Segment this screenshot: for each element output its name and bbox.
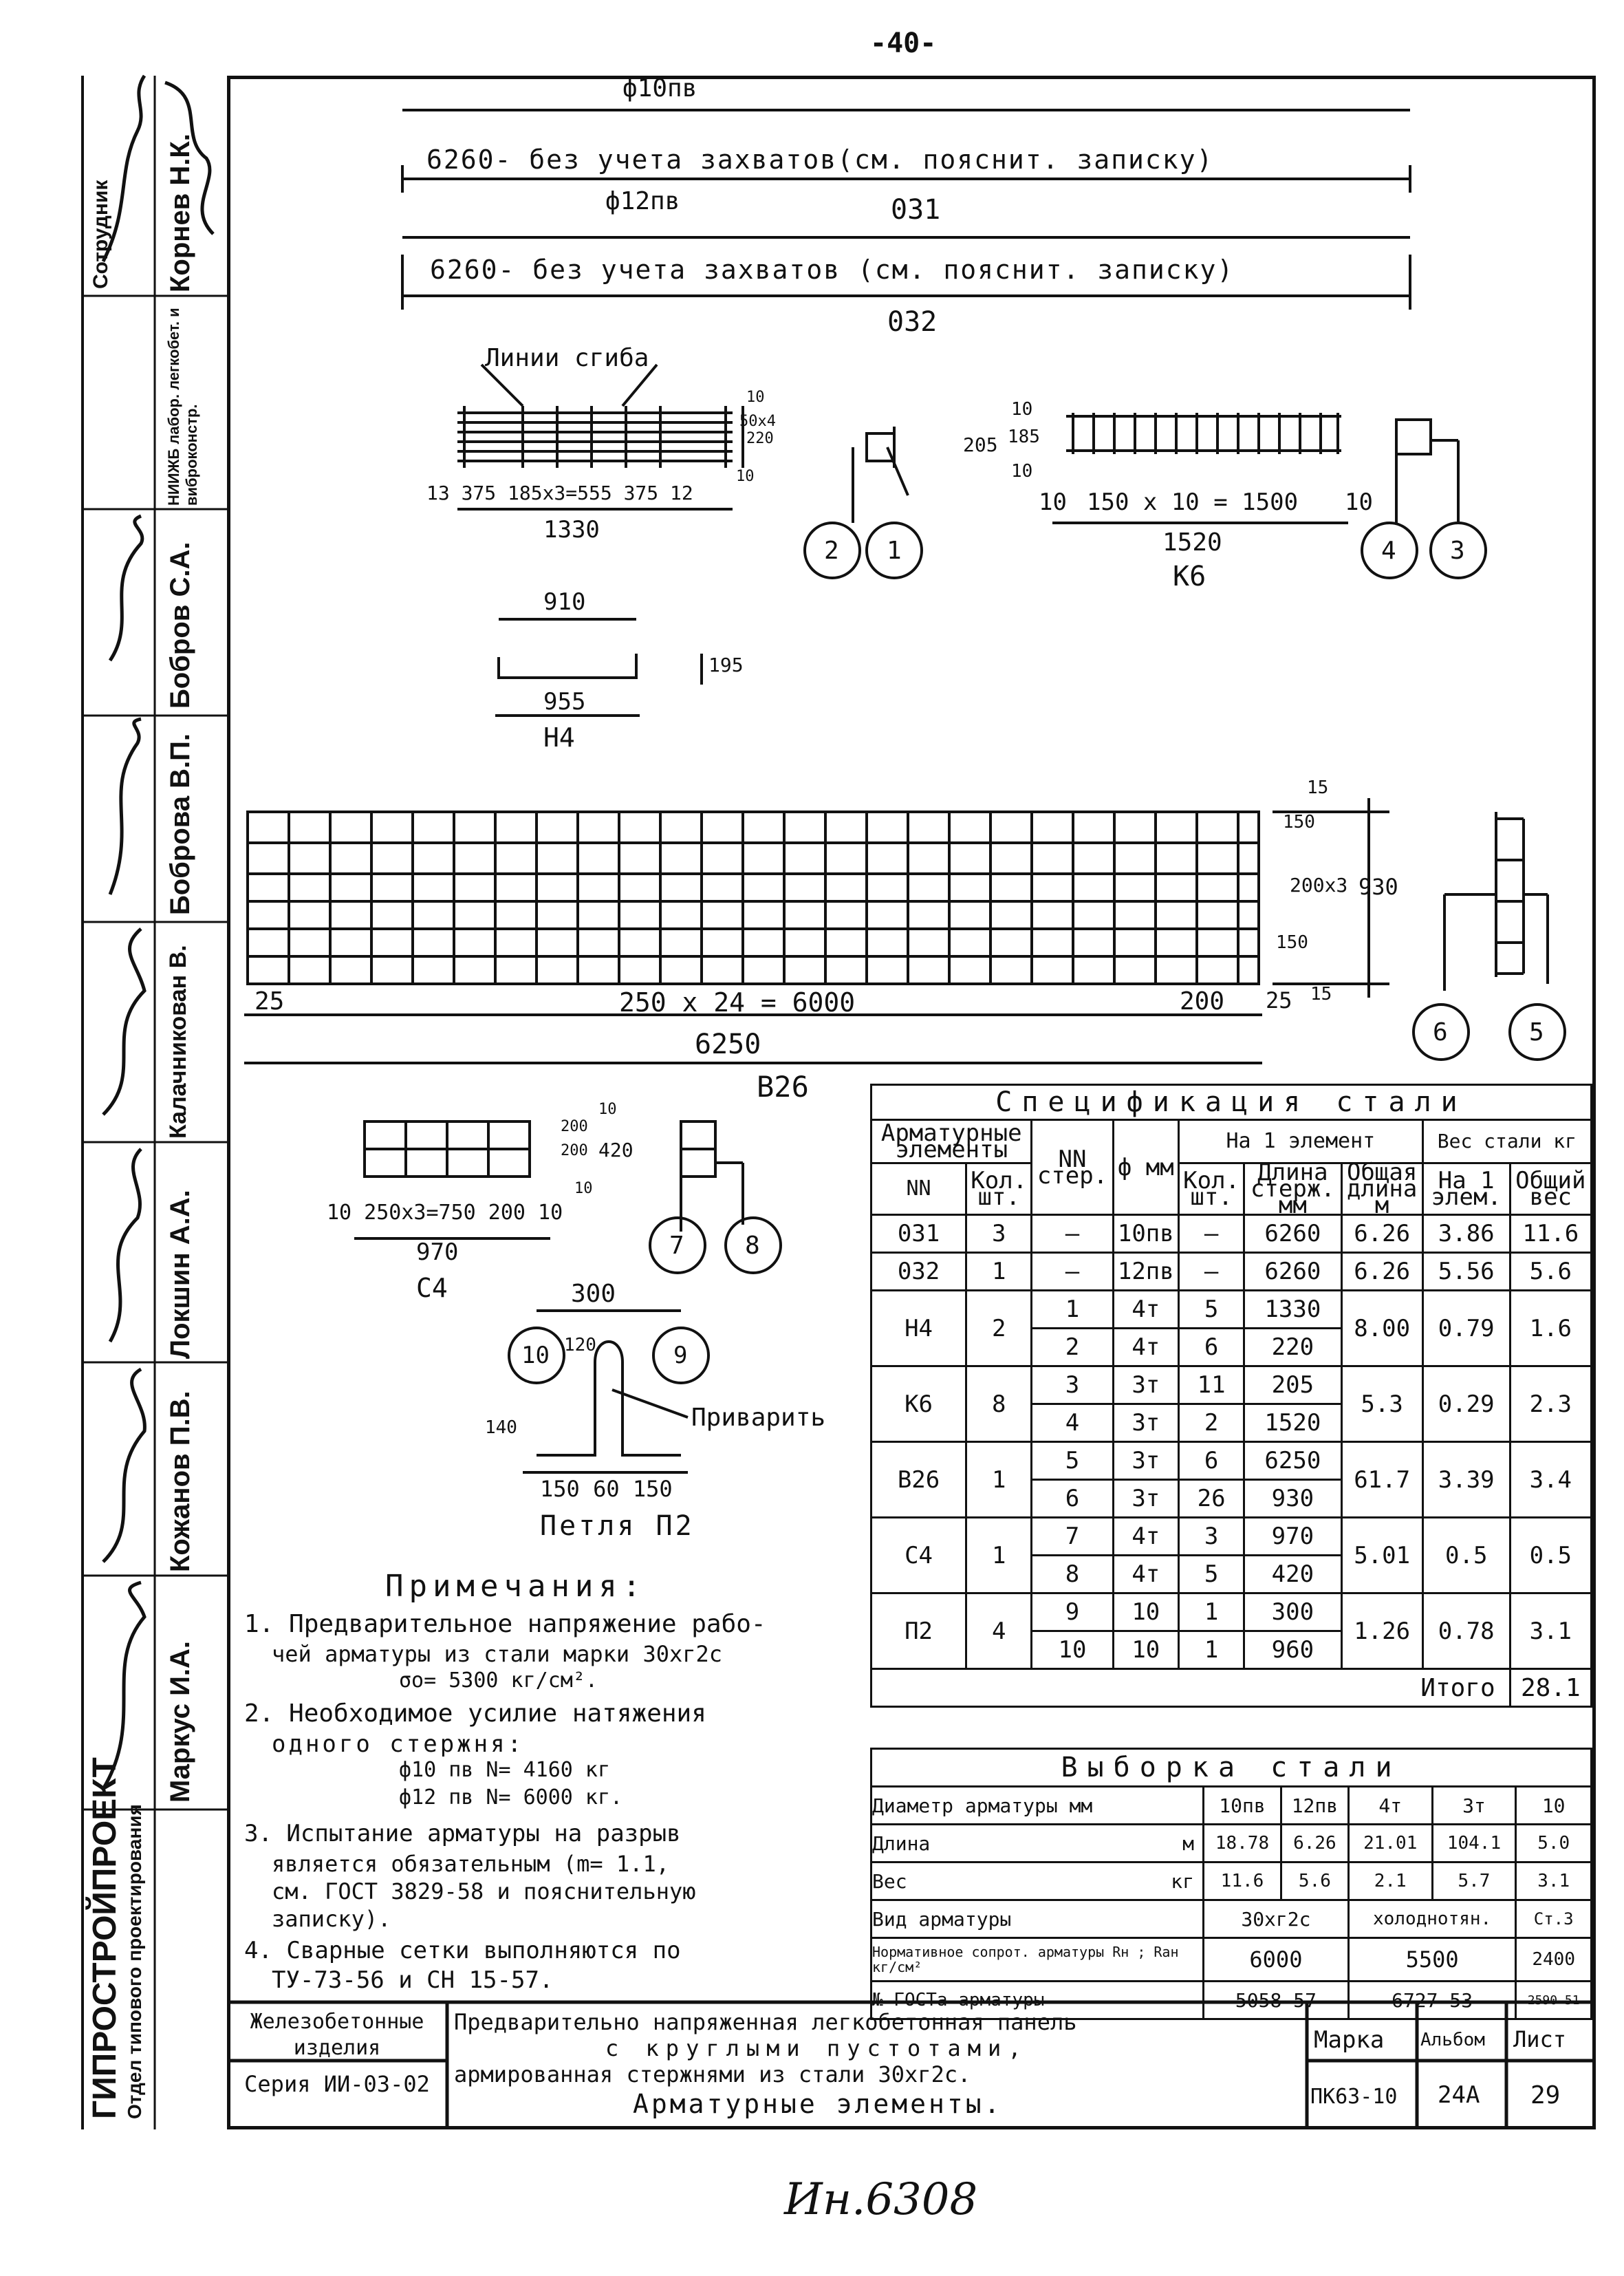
vyborka-r2-c4: 5.0 [1516, 1825, 1592, 1862]
spec-cell-tl: 61.7 [1341, 1442, 1422, 1518]
c4-dim-200: 200 [561, 1118, 588, 1135]
vyborka-r4-b: холоднотян. [1348, 1900, 1516, 1938]
spec-cell-qty: 1 [966, 1253, 1032, 1291]
spec-cell-qty: 1 [966, 1442, 1032, 1518]
b26-dim-left: 25 [255, 987, 285, 1016]
h4-dim-195: 195 [708, 654, 744, 676]
k6-dim-left: 10 [1039, 489, 1067, 516]
spec-cell-nn: 4 [1032, 1404, 1113, 1442]
spec-cell-q: 6 [1178, 1329, 1244, 1366]
spec-cell-q: 1 [1178, 1631, 1244, 1669]
note-4a: 4. Сварные сетки выполняются по [244, 1937, 681, 1964]
vyborka-r1-c0: 10пв [1204, 1787, 1281, 1825]
k6-dim-205: 205 [963, 433, 998, 456]
b26-dim-15a: 15 [1307, 777, 1329, 798]
spec-h-weight: Вес стали кг [1422, 1120, 1591, 1163]
spec-cell-q: — [1178, 1253, 1244, 1291]
spec-h-qty2: Кол. шт. [1178, 1163, 1244, 1215]
b26-circle-6: 6 [1433, 1018, 1448, 1046]
stamp-name-kalachnikova: Калачникован В. [165, 945, 191, 1139]
b26-mark: В26 [757, 1070, 809, 1104]
vyborka-r6-a: 5058-57 [1204, 1982, 1349, 2019]
note-3d: записку). [272, 1906, 391, 1932]
vyborka-r2-cell [871, 1825, 1204, 1862]
vyborka-r5-label: Нормативное сопрот. арматуры Rн ; Rан кг/см² [871, 1938, 1204, 1982]
spec-body [871, 1215, 1592, 1669]
h4-mark: Н4 [543, 722, 575, 753]
bar-031-diameter: ф10пв [622, 74, 697, 103]
note-3a: 3. Испытание арматуры на разрыв [244, 1820, 681, 1847]
spec-cell-dia: 4т [1113, 1518, 1178, 1556]
notes-heading: Примечания: [385, 1569, 647, 1604]
spec-cell-w1: 0.79 [1422, 1291, 1510, 1366]
spec-cell-el: Н4 [871, 1291, 966, 1366]
c4-circle-7: 7 [669, 1232, 684, 1260]
spec-cell-w1: 3.39 [1422, 1442, 1510, 1518]
vyborka-r1-c4: 10 [1516, 1787, 1592, 1825]
vyborka-r5-c: 2400 [1516, 1938, 1592, 1982]
h4-bend-label: Линии сгиба [485, 344, 649, 372]
stamp-name-markus: Маркус И.А. [165, 1641, 195, 1803]
stamp-org-main: ГИПРОСТРОЙПРОЕКТ [87, 1757, 123, 2119]
c4-dim-10b: 10 [574, 1180, 593, 1197]
spec-cell-nn: 10 [1032, 1631, 1113, 1669]
c4-dim-total: 970 [416, 1238, 459, 1266]
spec-cell-q: 5 [1178, 1556, 1244, 1593]
spec-cell-el: С4 [871, 1518, 966, 1593]
vyborka-r4-label: Вид арматуры [871, 1900, 1204, 1938]
b26-dim-200x3: 200х3 [1290, 874, 1348, 897]
k6-dim-10: 10 [1011, 399, 1033, 420]
tb-album-header: Альбом [1420, 2030, 1485, 2050]
table-row [871, 1253, 1592, 1291]
note-2d: ф12 пв N= 6000 кг. [399, 1785, 623, 1810]
loop-circle-9: 9 [673, 1342, 688, 1369]
vyborka-r2-label: Длина [872, 1832, 931, 1855]
tb-marka-header: Марка [1314, 2026, 1385, 2054]
spec-cell-len: 300 [1244, 1593, 1341, 1631]
table-row [871, 1442, 1592, 1480]
spec-cell-w1: 0.78 [1422, 1593, 1510, 1669]
h4-dim-v4: 10 [736, 468, 755, 485]
stamp-niizhb: НИИЖБ лабор. легкобет. и виброконстр. [165, 308, 200, 506]
vyborka-r1-c3: 3т [1432, 1787, 1516, 1825]
h4-circle-2: 2 [824, 537, 839, 565]
page-number: -40- [870, 28, 937, 59]
vyborka-r2-c1: 6.26 [1281, 1825, 1348, 1862]
b26-dim-930: 930 [1358, 874, 1398, 900]
note-1a: 1. Предварительное напряжение рабо- [244, 1610, 766, 1638]
bottom-handwriting: Ин.6308 [784, 2174, 978, 2225]
h4-dim-v1: 10 [746, 389, 765, 406]
spec-cell-tl: 6.26 [1341, 1215, 1422, 1253]
spec-h-per-el: На 1 элемент [1178, 1120, 1422, 1163]
stamp-org-dept: Отдел типового проектирования [124, 1804, 145, 2119]
spec-title: Спецификация стали [871, 1085, 1592, 1120]
spec-cell-nn: — [1032, 1215, 1113, 1253]
b26-dim-200: 200 [1180, 987, 1225, 1016]
b26-dim-15b: 15 [1310, 984, 1332, 1005]
tb-left2: Серия ИИ-03-02 [244, 2071, 430, 2097]
vyborka-r3-c2: 2.1 [1348, 1862, 1432, 1900]
loop-dim-bottom: 150 60 150 [540, 1476, 673, 1502]
spec-cell-len: 970 [1244, 1518, 1341, 1556]
spec-cell-el: 032 [871, 1253, 966, 1291]
spec-cell-qty: 2 [966, 1291, 1032, 1366]
k6-circle-3: 3 [1450, 537, 1465, 565]
spec-cell-qty: 8 [966, 1366, 1032, 1442]
k6-circle-4: 4 [1381, 537, 1396, 565]
vyborka-r3-c3: 5.7 [1432, 1862, 1516, 1900]
note-1b: чей арматуры из стали марки 30хг2с [272, 1641, 723, 1667]
spec-cell-dia: 3т [1113, 1404, 1178, 1442]
vyborka-r4-a: 30хг2с [1204, 1900, 1349, 1938]
spec-cell-dia: 10 [1113, 1631, 1178, 1669]
note-4b: ТУ-73-56 и СН 15-57. [272, 1966, 554, 1994]
bar-032-text: 6260- без учета захватов (см. пояснит. записку) [430, 255, 1235, 285]
spec-cell-q: 11 [1178, 1366, 1244, 1404]
bar-032-diameter: ф12пв [605, 187, 680, 215]
h4-dim-detail: 13 375 185х3=555 375 12 [426, 482, 693, 504]
tb-left1: Железобетонные изделия [250, 2010, 424, 2060]
bar-031-mark: 031 [891, 194, 941, 226]
spec-cell-dia: 4т [1113, 1291, 1178, 1329]
spec-cell-wt: 3.1 [1510, 1593, 1591, 1669]
spec-cell-qty: 1 [966, 1518, 1032, 1593]
spec-cell-wt: 2.3 [1510, 1366, 1591, 1442]
c4-mesh [365, 1121, 530, 1177]
spec-table [870, 1084, 1592, 1708]
h4-dim-910: 910 [543, 588, 586, 616]
spec-cell-wt: 1.6 [1510, 1291, 1591, 1366]
spec-cell-tl: 8.00 [1341, 1291, 1422, 1366]
table-row [871, 1215, 1592, 1253]
h4-dim-955: 955 [543, 688, 586, 716]
spec-total-label: Итого [871, 1669, 1511, 1707]
spec-cell-dia: 3т [1113, 1366, 1178, 1404]
spec-cell-len: 6250 [1244, 1442, 1341, 1480]
loop-circle-10: 10 [521, 1342, 550, 1369]
spec-h-qty: Кол. шт. [966, 1163, 1032, 1215]
k6-dim-right: 10 [1345, 489, 1373, 516]
spec-cell-el: 031 [871, 1215, 966, 1253]
note-2b: одного стержня: [272, 1730, 525, 1758]
spec-h-nn-col: NN стер. [1032, 1120, 1113, 1215]
spec-cell-w1: 0.29 [1422, 1366, 1510, 1442]
spec-cell-len: 205 [1244, 1366, 1341, 1404]
table-row [871, 1291, 1592, 1329]
spec-cell-w1: 0.5 [1422, 1518, 1510, 1593]
spec-cell-el: К6 [871, 1366, 966, 1442]
spec-cell-nn: 1 [1032, 1291, 1113, 1329]
spec-cell-len: 6260 [1244, 1215, 1341, 1253]
note-1c: σо= 5300 кг/см². [399, 1668, 598, 1693]
b26-mesh [248, 812, 1259, 984]
stamp-role: Сотрудник [89, 180, 112, 289]
spec-cell-wt: 5.6 [1510, 1253, 1591, 1291]
spec-cell-nn: — [1032, 1253, 1113, 1291]
b26-dim-150b: 150 [1276, 932, 1308, 953]
tb-center3: армированная стержнями из стали 30хг2с. [454, 2061, 971, 2087]
h4-dim-v3: 220 [746, 430, 774, 447]
spec-cell-tl: 1.26 [1341, 1593, 1422, 1669]
vyborka-r2-unit: м [1182, 1832, 1194, 1855]
table-row [871, 1366, 1592, 1404]
tb-center1: Предварительно напряженная легкобетонная панель [454, 2009, 1077, 2035]
note-2a: 2. Необходимое усилие натяжения [244, 1699, 706, 1728]
spec-cell-len: 220 [1244, 1329, 1341, 1366]
spec-cell-w1: 3.86 [1422, 1215, 1510, 1253]
vyborka-r2-c0: 18.78 [1204, 1825, 1281, 1862]
stamp-name-kornev: Корнев Н.К. [165, 133, 195, 292]
c4-circle-8: 8 [745, 1232, 760, 1260]
vyborka-r3-label: Вес [872, 1869, 907, 1893]
k6-mark: К6 [1173, 561, 1206, 592]
vyborka-r6-label: № ГОСТа арматуры [871, 1982, 1204, 2019]
spec-cell-el: П2 [871, 1593, 966, 1669]
vyborka-r6-b: 6727-53 [1348, 1982, 1516, 2019]
vyborka-r3-c4: 3.1 [1516, 1862, 1592, 1900]
spec-cell-qty: 3 [966, 1215, 1032, 1253]
spec-cell-nn: 7 [1032, 1518, 1113, 1556]
vyborka-r3-cell [871, 1862, 1204, 1900]
spec-cell-q: 1 [1178, 1593, 1244, 1631]
spec-cell-nn: 8 [1032, 1556, 1113, 1593]
k6-dim-total: 1520 [1162, 528, 1222, 557]
note-3b: является обязательным (m= 1.1, [272, 1851, 669, 1877]
tb-list: 29 [1530, 2081, 1561, 2109]
vyborka-r3-c0: 11.6 [1204, 1862, 1281, 1900]
spec-h-total-len: Общая длина м [1341, 1163, 1422, 1215]
spec-cell-tl: 5.01 [1341, 1518, 1422, 1593]
h4-dim-v2: 50х4 [739, 413, 776, 430]
vyborka-title: Выборка стали [871, 1749, 1592, 1787]
b26-dim-25: 25 [1266, 987, 1292, 1013]
loop-dim-120: 120 [564, 1335, 596, 1355]
vyborka-r3-c1: 5.6 [1281, 1862, 1348, 1900]
b26-dim-mid: 250 х 24 = 6000 [619, 987, 856, 1018]
b26-dim-150a: 150 [1283, 812, 1315, 833]
bar-031-text: 6260- без учета захватов(см. пояснит. записку) [426, 144, 1214, 175]
spec-cell-q: 26 [1178, 1480, 1244, 1518]
tb-center4: Арматурные элементы. [633, 2089, 1003, 2119]
spec-cell-dia: 3т [1113, 1442, 1178, 1480]
vyborka-r1-label: Диаметр арматуры мм [871, 1787, 1204, 1825]
b26-circle-5: 5 [1529, 1018, 1544, 1046]
spec-cell-tl: 5.3 [1341, 1366, 1422, 1442]
tb-marka: ПК63-10 [1310, 2085, 1398, 2109]
spec-cell-wt: 11.6 [1510, 1215, 1591, 1253]
spec-cell-nn: 2 [1032, 1329, 1113, 1366]
loop-dim-140: 140 [485, 1417, 517, 1438]
c4-dim-10: 10 [598, 1101, 617, 1118]
c4-dim-line: 10 250х3=750 200 10 [327, 1201, 563, 1225]
loop-weld-label: Приварить [691, 1404, 826, 1432]
spec-cell-dia: 4т [1113, 1556, 1178, 1593]
k6-dim-10b: 10 [1011, 461, 1033, 482]
stamp-name-lokshin: Локшин А.А. [165, 1190, 195, 1359]
bar-032-mark: 032 [887, 306, 938, 338]
vyborka-r2-c2: 21.01 [1348, 1825, 1432, 1862]
note-3c: см. ГОСТ 3829-58 и пояснительную [272, 1878, 696, 1904]
vyborka-r5-b: 5500 [1348, 1938, 1516, 1982]
vyborka-r5-a: 6000 [1204, 1938, 1349, 1982]
spec-cell-len: 6260 [1244, 1253, 1341, 1291]
note-2c: ф10 пв N= 4160 кг [399, 1758, 611, 1782]
loop-dim-300: 300 [571, 1280, 616, 1308]
c4-dim-420: 420 [598, 1139, 634, 1161]
c4-mark: С4 [416, 1273, 448, 1303]
b26-dim-total: 6250 [695, 1029, 761, 1060]
k6-dim-185: 185 [1008, 427, 1040, 447]
spec-cell-dia: 10пв [1113, 1215, 1178, 1253]
c4-dim-200b: 200 [561, 1142, 588, 1159]
spec-cell-q: — [1178, 1215, 1244, 1253]
table-row [871, 1593, 1592, 1631]
tb-center2: с круглыми пустотами, [605, 2035, 1028, 2061]
h4-circle-1: 1 [887, 537, 902, 565]
spec-cell-q: 5 [1178, 1291, 1244, 1329]
k6-dim-mid: 150 х 10 = 1500 [1087, 489, 1299, 516]
spec-cell-el: В26 [871, 1442, 966, 1518]
tb-album: 24А [1438, 2081, 1480, 2109]
vyborka-r1-c2: 4т [1348, 1787, 1432, 1825]
vyborka-r2-c3: 104.1 [1432, 1825, 1516, 1862]
vyborka-r3-unit: кг [1171, 1869, 1194, 1893]
spec-cell-nn: 3 [1032, 1366, 1113, 1404]
spec-cell-len: 960 [1244, 1631, 1341, 1669]
spec-h-w1: На 1 элем. [1422, 1163, 1510, 1215]
spec-cell-dia: 10 [1113, 1593, 1178, 1631]
h4-dim-total: 1330 [543, 516, 600, 544]
vyborka-table [870, 1748, 1592, 2020]
spec-cell-qty: 4 [966, 1593, 1032, 1669]
spec-cell-nn: 9 [1032, 1593, 1113, 1631]
spec-cell-len: 930 [1244, 1480, 1341, 1518]
spec-cell-w1: 5.56 [1422, 1253, 1510, 1291]
spec-cell-q: 3 [1178, 1518, 1244, 1556]
spec-cell-dia: 12пв [1113, 1253, 1178, 1291]
spec-cell-dia: 4т [1113, 1329, 1178, 1366]
vyborka-r4-c: Ст.3 [1516, 1900, 1592, 1938]
spec-cell-len: 1520 [1244, 1404, 1341, 1442]
spec-h-dia: ф мм [1113, 1120, 1178, 1215]
spec-cell-nn: 5 [1032, 1442, 1113, 1480]
table-row [871, 1518, 1592, 1556]
spec-cell-wt: 0.5 [1510, 1518, 1591, 1593]
spec-cell-dia: 3т [1113, 1480, 1178, 1518]
spec-total-value: 28.1 [1510, 1669, 1591, 1707]
vyborka-r6-c: 2590-51 [1516, 1982, 1592, 2019]
spec-h-len: Длина стерж. мм [1244, 1163, 1341, 1215]
stamp-name-kozhanov: Кожанов П.В. [165, 1391, 195, 1572]
loop-title: Петля П2 [540, 1510, 695, 1542]
spec-cell-q: 2 [1178, 1404, 1244, 1442]
spec-cell-len: 1330 [1244, 1291, 1341, 1329]
vyborka-r1-c1: 12пв [1281, 1787, 1348, 1825]
spec-cell-len: 420 [1244, 1556, 1341, 1593]
tb-list-header: Лист [1513, 2026, 1567, 2052]
spec-h-wt: Общий вес [1510, 1163, 1591, 1215]
spec-cell-q: 6 [1178, 1442, 1244, 1480]
spec-cell-nn: 6 [1032, 1480, 1113, 1518]
spec-cell-wt: 3.4 [1510, 1442, 1591, 1518]
spec-h-elements: Арматурные элементы [871, 1120, 1032, 1163]
spec-cell-tl: 6.26 [1341, 1253, 1422, 1291]
stamp-name-bobrova: Боброва В.П. [165, 733, 195, 915]
spec-h-nn: NN [871, 1163, 966, 1215]
stamp-name-bobrov: Бобров С.А. [165, 541, 195, 709]
